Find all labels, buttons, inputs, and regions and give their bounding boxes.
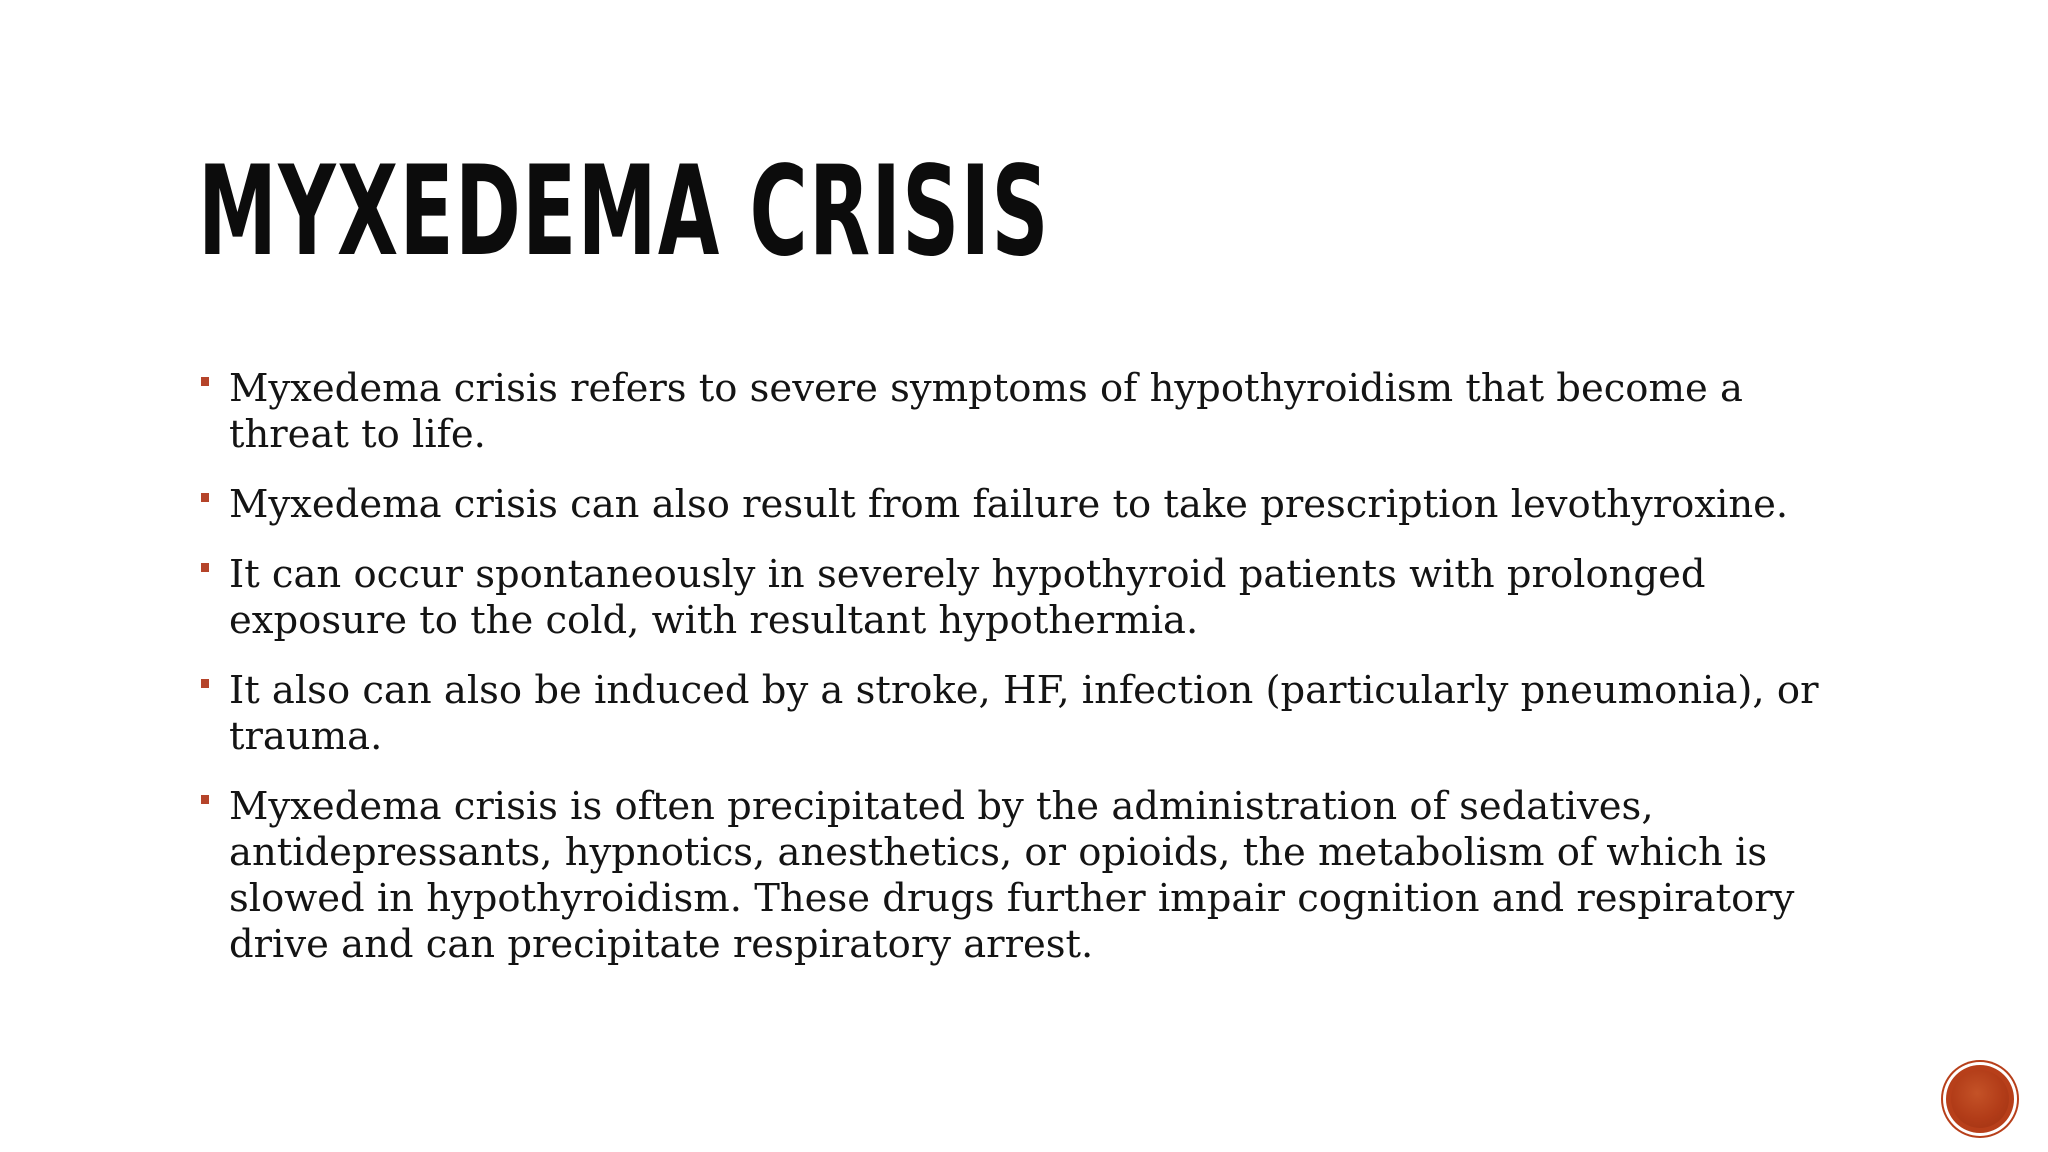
bullet-item <box>200 366 1840 458</box>
square-bullet-icon <box>201 679 209 688</box>
bullet-text: It can occur spontaneously in severely hypothyroid patients with prolonged exposure to the cold, with resultant hypothermia. <box>229 552 1706 643</box>
slide-title: MYXEDEMA CRISIS <box>198 140 1050 284</box>
bullet-item <box>200 552 1840 644</box>
square-bullet-icon <box>201 563 209 572</box>
bullet-list <box>200 366 1840 992</box>
square-bullet-icon <box>201 493 209 502</box>
bullet-text: Myxedema crisis is often precipitated by the administration of sedatives, antidepressants, hypnotics, anesthetics, or opioids, the metabolism of which is slowed in hypothyroidism. These drugs further impair cognition and respiratory drive and can precipitate respiratory arrest. <box>229 784 1795 967</box>
square-bullet-icon <box>201 377 209 386</box>
slide-nav-circle-inner <box>1951 1070 2009 1128</box>
bullet-text: It also can also be induced by a stroke, HF, infection (particularly pneumonia), or trauma. <box>229 668 1819 759</box>
bullet-item <box>200 668 1840 760</box>
bullet-item <box>200 784 1840 968</box>
square-bullet-icon <box>201 795 209 804</box>
bullet-text: Myxedema crisis refers to severe symptoms of hypothyroidism that become a threat to life. <box>229 366 1743 457</box>
slide-nav-circle-icon[interactable] <box>1943 1062 2017 1136</box>
bullet-text: Myxedema crisis can also result from failure to take prescription levothyroxine. <box>229 482 1789 527</box>
bullet-item <box>200 482 1840 528</box>
